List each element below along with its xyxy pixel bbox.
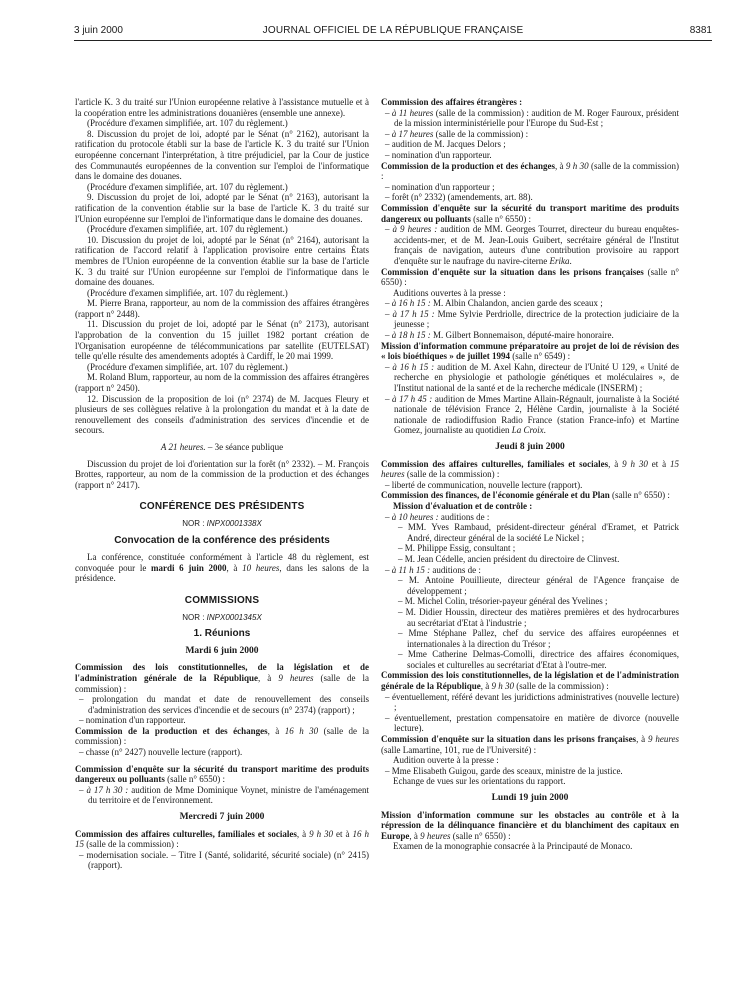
commission-entry: Commission d'enquête sur la sécurité du transport maritime des produits dangereux ou polluants (salle n° 6550) :: [75, 763, 369, 785]
agenda-item-foret: Discussion du projet de loi d'orientation sur la forêt (n° 2332). – M. François Brottes, rapporteur, au nom de la commission de la production et des échanges (rapport n° 2417).: [75, 458, 369, 490]
agenda-item-8: 8. Discussion du projet de loi, adopté par le Sénat (n° 2162), autorisant la ratification du protocole établi sur la base de l'article K. 3 du traité sur l'Union européenne concernant l'interprétation, à titre préjudiciel, par la Cour de justice des Communautés européennes de la convention sur l'emploi de l'informatique dans le domaine des douanes.: [75, 128, 369, 182]
day-heading-lundi: Lundi 19 juin 2000: [491, 793, 569, 803]
commission-entry: Mission d'information commune sur les obstacles au contrôle et à la répression de la délinquance financière et du blanchiment des capitaux en Europe, à 9 heures (salle n° 6550) :: [381, 809, 679, 841]
list-item: – à 17 h 45 : audition de Mmes Martine Allain-Régnault, journaliste à la Société nationale de télévision France 2, Hélène Cardin, journaliste à la Société nationale de radiodiffusion Radio France (station France-info) et Martine Gomez, journaliste au quotidien La Croix.: [385, 393, 679, 436]
list-item: – à 9 heures : audition de MM. Georges Tourret, directeur du bureau enquêtes-accidents-mer, et de M. Jean-Louis Guibert, secrétaire général de l'Institut français de navigation, auteurs d'une contribution provisoire au rapport d'enquête sur le naufrage du navire-citerne Erika.: [385, 224, 679, 266]
commission-entry: Commission d'enquête sur la situation dans les prisons françaises (salle n° 6550) :: [381, 266, 679, 288]
commission-entry: Commission de la production et des échanges, à 16 h 30 (salle de la commission) :: [75, 725, 370, 747]
left-column: [75, 97, 369, 871]
list-item: – à 17 h 30 : audition de Mme Dominique Voynet, ministre de l'aménagement du territoire et de l'environnement.: [79, 784, 369, 806]
procedure-note: (Procédure d'examen simplifiée, art. 107 du règlement.): [87, 224, 288, 235]
agenda-item-12: 12. Discussion de la proposition de loi (n° 2374) de M. Jacques Fleury et plusieurs de ses collègues relative à la prolongation du mandat et à la date de renouvellement des conseils d'administration des services d'incendie et de secours.: [75, 393, 369, 436]
header-rule: [74, 40, 712, 41]
list-item: – nomination d'un rapporteur.: [385, 149, 492, 160]
day-heading-mercredi: Mercredi 7 juin 2000: [179, 812, 265, 823]
commission-entry: Commission d'enquête sur la sécurité du transport maritime des produits dangereux ou polluants (salle n° 6550) :: [381, 202, 679, 224]
page-number: 8381: [689, 25, 712, 36]
commission-entry: Commission des lois constitutionnelles, de la législation et de l'administration générale de la République, à 9 heures (salle de la commission) :: [75, 662, 369, 694]
rapporteur-note: M. Pierre Brana, rapporteur, au nom de la commission des affaires étrangères (rapport n° 2448).: [75, 298, 369, 319]
commission-entry: Commission des finances, de l'économie générale et du Plan (salle n° 6550) :: [381, 490, 670, 501]
commission-entry: Commission de la production et des échanges, à 9 h 30 (salle de la commission) :: [381, 160, 679, 182]
list-item: – MM. Yves Rambaud, président-directeur général d'Eramet, et Patrick André, directeur général de la société Le Nickel ;: [398, 522, 679, 543]
procedure-note: (Procédure d'examen simplifiée, art. 107 du règlement.): [87, 181, 288, 192]
list-item: – nomination d'un rapporteur.: [79, 715, 186, 726]
list-item: – à 16 h 15 : M. Albin Chalandon, ancien garde des sceaux ;: [385, 298, 603, 309]
list-item: – M. Philippe Essig, consultant ;: [398, 543, 516, 554]
list-item: – à 10 heures : auditions de :: [385, 511, 490, 522]
section-heading-commissions: COMMISSIONS: [184, 594, 260, 606]
commission-entry: Commission d'enquête sur la situation dans les prisons françaises, à 9 heures (salle Lamartine, 101, rue de l'Université) :: [381, 734, 679, 755]
agenda-item-9: 9. Discussion du projet de loi, adopté par le Sénat (n° 2163), autorisant la ratification de la convention établie sur la base de l'article K. 3 du traité sur l'Union européenne sur l'emploi de l'informatique dans le domaine des douanes.: [75, 192, 369, 224]
list-item: – M. Michel Colin, trésorier-payeur général des Yvelines ;: [398, 596, 608, 607]
nor-reference: NOR : INPX0001345X: [182, 612, 262, 622]
commission-entry: Mission d'information commune préparatoire au projet de loi de révision des « lois bioéthiques » de juillet 1994 (salle n° 6549) :: [381, 340, 679, 362]
commission-entry: Commission des affaires culturelles, familiales et sociales, à 9 h 30 et à 15 heures (salle de la commission) :: [381, 458, 680, 480]
section-heading-conference: CONFÉRENCE DES PRÉSIDENTS: [139, 501, 305, 513]
list-item: – à 18 h 15 : M. Gilbert Bonnemaison, député-maire honoraire.: [385, 330, 614, 341]
list-item: – liberté de communication, nouvelle lecture (rapport).: [385, 479, 583, 490]
list-item: – chasse (n° 2427) nouvelle lecture (rapport).: [79, 747, 243, 758]
list-item: – prolongation du mandat et date de renouvellement des conseils d'administration des services d'incendie et de secours (n° 2374) (rapport) ;: [79, 694, 369, 715]
list-item: – à 17 h 15 : Mme Sylvie Perdriolle, directrice de la protection judiciaire de la jeunesse ;: [385, 308, 679, 330]
list-item: – éventuellement, prestation compensatoire en matière de divorce (nouvelle lecture).: [385, 712, 679, 734]
commission-entry: Commission des lois constitutionnelles, de la législation et de l'administration générale de la République, à 9 h 30 (salle de la commission) :: [381, 670, 679, 692]
list-item: – éventuellement, référé devant les juridictions administratives (nouvelle lecture) ;: [385, 691, 679, 713]
press-note: Auditions ouvertes à la presse :: [393, 287, 506, 298]
paragraph: l'article K. 3 du traité sur l'Union européenne relative à l'assistance mutuelle et à la coopération entre les administrations douanières (ensemble une annexe).: [75, 97, 369, 118]
list-item: – à 17 heures (salle de la commission) :: [385, 128, 529, 139]
journal-title: JOURNAL OFFICIEL DE LA RÉPUBLIQUE FRANÇAISE: [262, 25, 524, 36]
seance-heading: A 21 heures. – 3e séance publique: [160, 442, 284, 452]
page-header: [74, 25, 712, 39]
procedure-note: (Procédure d'examen simplifiée, art. 107 du règlement.): [87, 118, 288, 129]
list-item: – Mme Elisabeth Guigou, garde des sceaux, ministre de la justice.: [385, 765, 623, 776]
subheading-convocation: Convocation de la conférence des présidents: [114, 534, 330, 546]
list-item: – M. Jean Cédelle, ancien président du directoire de Clinvest.: [398, 553, 620, 564]
list-item: – M. Didier Houssin, directeur des matières premières et des hydrocarbures au secrétariat d'Etat à l'industrie ;: [398, 606, 679, 628]
list-item: – à 16 h 15 : audition de M. Axel Kahn, directeur de l'Unité U 129, « Unité de recherche en physiologie et pathologie génétiques et moléculaires », de l'Institut national de la santé et de la recherche médicale (INSERM) ;: [385, 361, 679, 394]
convocation-text: La conférence, constituée conformément à l'article 48 du règlement, est convoquée pour le mardi 6 juin 2000, à 10 heures, dans les salons de la présidence.: [75, 552, 369, 584]
list-item: – à 11 heures (salle de la commission) : audition de M. Roger Fauroux, président de la mission interministérielle pour l'Europe du Sud-Est ;: [385, 107, 680, 129]
agenda-item-11: 11. Discussion du projet de loi, adopté par le Sénat (n° 2173), autorisant l'approbation de la convention du 15 juillet 1982 portant création de l'Organisation européenne de télécommunications par satellite (EUTELSAT) telle qu'elle résulte des amendements adoptés à Cardiff, le 20 mai 1999.: [75, 319, 369, 362]
day-heading-mardi: Mardi 6 juin 2000: [185, 645, 259, 656]
rapporteur-note: M. Roland Blum, rapporteur, au nom de la commission des affaires étrangères (rapport n° 2450).: [75, 372, 369, 394]
day-heading-jeudi: Jeudi 8 juin 2000: [495, 442, 565, 452]
commission-entry: Commission des affaires étrangères :: [381, 97, 523, 107]
list-item: – à 11 h 15 : auditions de :: [385, 564, 481, 575]
header-date: 3 juin 2000: [74, 25, 123, 36]
list-item: – forêt (n° 2332) (amendements, art. 88).: [385, 192, 533, 203]
paragraph: Examen de la monographie consacrée à la Principauté de Monaco.: [393, 841, 633, 852]
paragraph: Echange de vues sur les orientations du rapport.: [393, 776, 566, 787]
list-item: – Mme Catherine Delmas-Comolli, directrice des affaires économiques, sociales et culturelles au secrétariat d'Etat à l'outre-mer.: [398, 649, 679, 670]
nor-reference: NOR : INPX0001338X: [182, 518, 262, 528]
list-item: – Mme Stéphane Pallez, chef du service des affaires européennes et internationales à la direction du Trésor ;: [398, 628, 679, 649]
mission-heading: Mission d'évaluation et de contrôle :: [393, 500, 533, 511]
list-item: – M. Antoine Pouillieute, directeur général de l'Agence française de développement ;: [398, 575, 679, 596]
commission-entry: Commission des affaires culturelles, familiales et sociales, à 9 h 30 et à 16 h 15 (salle de la commission) :: [75, 828, 370, 850]
procedure-note: (Procédure d'examen simplifiée, art. 107 du règlement.): [87, 361, 288, 372]
press-note: Audition ouverte à la presse :: [393, 755, 499, 766]
subheading-reunions: 1. Réunions: [193, 628, 251, 640]
list-item: – audition de M. Jacques Delors ;: [385, 139, 506, 150]
list-item: – modernisation sociale. – Titre I (Santé, solidarité, sécurité sociale) (n° 2415) (rapport).: [79, 849, 369, 871]
procedure-note: (Procédure d'examen simplifiée, art. 107 du règlement.): [87, 287, 288, 298]
right-column: [381, 97, 679, 852]
agenda-item-10: 10. Discussion du projet de loi, adopté par le Sénat (n° 2164), autorisant la ratification de l'accord relatif à l'application provisoire entre certains États membres de l'Union européenne de la convention établie sur la base de l'article K. 3 du traité sur l'Union européenne sur l'emploi de l'informatique dans le domaine des douanes.: [75, 234, 369, 288]
list-item: – nomination d'un rapporteur ;: [385, 181, 495, 192]
